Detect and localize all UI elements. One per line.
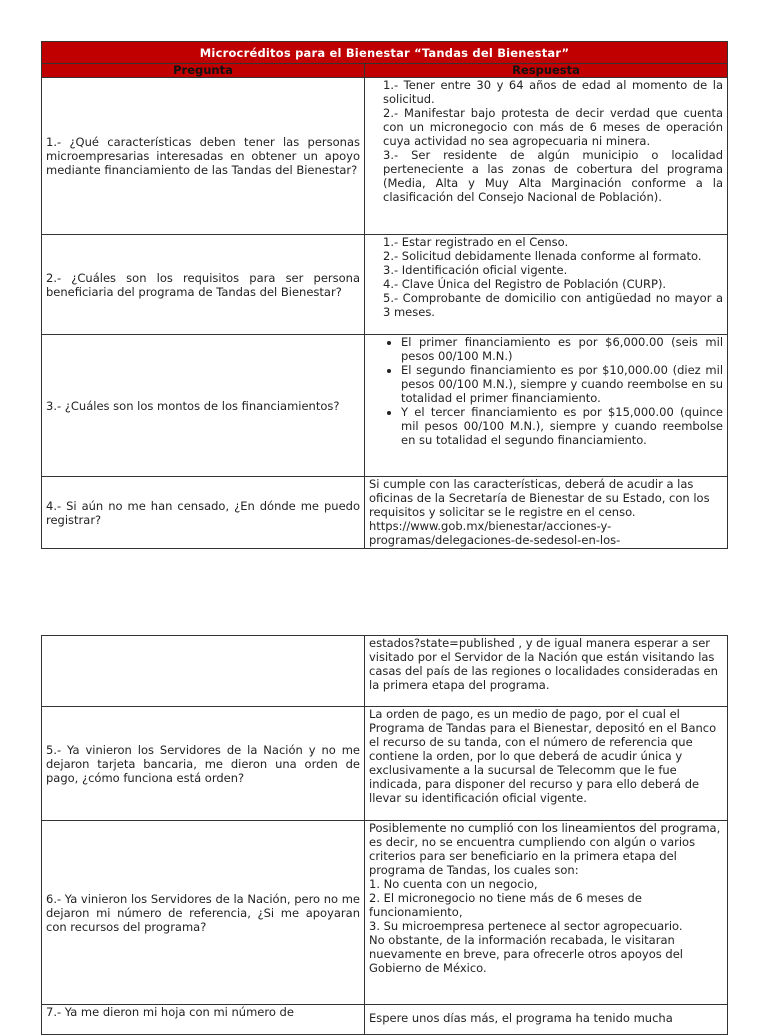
answer-1-item: 2.- Manifestar bajo protesta de decir verdad que cuenta con un micronegocio con más de 6 meses de operación cuya actividad no sea agropecuaria ni minera. [383,106,724,148]
answer-1 [365,78,728,235]
table-row [42,707,728,821]
question-2: 2.- ¿Cuáles son los requisitos para ser persona beneficiaria del programa de Tandas del Bienestar? [42,235,365,335]
answer-6-item: 3. Su microempresa pertenece al sector agropecuario. [369,919,683,933]
answer-4-part-1: Si cumple con las características, deberá de acudir a las oficinas de la Secretaría de Bienestar de su Estado, con los requisitos y solicitar se le registre en el censo. https://www.gob.mx/bienestar/acciones-y-programas/delegaciones-de-sedesol-en-los- [365,477,728,549]
table-title: Microcréditos para el Bienestar “Tandas del Bienestar” [42,42,728,64]
faq-table-page-1 [41,41,728,549]
table-row [42,335,728,477]
answer-4-part-2: estados?state=published , y de igual manera esperar a ser visitado por el Servidor de la Nación que están visitando las casas del país de las regiones o localidades consideradas en la primera etapa del programa. [365,636,728,707]
header-answer: Respuesta [365,64,728,78]
answer-6-item: 2. El micronegocio no tiene más de 6 meses de funcionamiento, [369,891,642,919]
answer-3-list [365,335,723,447]
answer-6-outro: No obstante, de la información recabada, le visitaran nuevamente en breve, para ofrecerle otros apoyos del Gobierno de México. [369,933,683,975]
answer-6-item: 1. No cuenta con un negocio, [369,877,538,891]
table-row [42,636,728,707]
question-3: 3.- ¿Cuáles son los montos de los financiamientos? [42,335,365,477]
table-row [42,78,728,235]
answer-2-item: 3.- Identificación oficial vigente. [383,263,568,277]
table-row [42,235,728,335]
faq-table-page-2 [41,635,728,1035]
question-5: 5.- Ya vinieron los Servidores de la Nación y no me dejaron tarjeta bancaria, me dieron una orden de pago, ¿cómo funciona está orden? [42,707,365,821]
header-question: Pregunta [42,64,365,78]
question-4-continued [42,636,365,707]
question-1: 1.- ¿Qué características deben tener las personas microempresarias interesadas en obtener un apoyo mediante financiamiento de las Tandas del Bienestar? [42,78,365,235]
answer-2-item: 4.- Clave Única del Registro de Población (CURP). [383,277,667,291]
question-7: 7.- Ya me dieron mi hoja con mi número de [42,1005,365,1035]
list-item: • El primer financiamiento es por $6,000.00 (seis mil pesos 00/100 M.N.) [401,335,723,363]
answer-6-intro: Posiblemente no cumplió con los lineamientos del programa, es decir, no se encuentra cumpliendo con algún o varios criterios para ser beneficiario en la primera etapa del programa de Tandas, los cuales son: [369,821,721,877]
table-row [42,1005,728,1035]
answer-2-item: 2.- Solicitud debidamente llenada conforme al formato. [383,249,702,263]
list-item: • Y el tercer financiamiento es por $15,000.00 (quince mil pesos 00/100 M.N.), siempre y cuando reembolse en su totalidad el segundo financiamiento. [401,405,723,447]
answer-5: La orden de pago, es un medio de pago, por el cual el Programa de Tandas para el Bienestar, depositó en el Banco el recurso de su tanda, con el número de referencia que contiene la orden, por lo que deberá de acudir única y exclusivamente a la sucursal de Telecomm que le fue indicada, para disponer del recurso y para ello deberá de llevar su identificación oficial vigente. [365,707,728,821]
answer-2-item: 5.- Comprobante de domicilio con antigüedad no mayor a 3 meses. [383,291,724,319]
answer-3 [365,335,728,477]
question-6: 6.- Ya vinieron los Servidores de la Nación, pero no me dejaron mi número de referencia, ¿Si me apoyaran con recursos del programa? [42,821,365,1005]
answer-2 [365,235,728,335]
table-row [42,821,728,1005]
question-4: 4.- Si aún no me han censado, ¿En dónde me puedo registrar? [42,477,365,549]
answer-6 [365,821,728,1005]
answer-1-item: 3.- Ser residente de algún municipio o localidad perteneciente a las zonas de cobertura del programa (Media, Alta y Muy Alta Marginación conforme a la clasificación del Consejo Nacional de Población). [383,148,724,204]
list-item: • El segundo financiamiento es por $10,000.00 (diez mil pesos 00/100 M.N.), siempre y cuando reembolse en su totalidad el primer financiamiento. [401,363,723,405]
answer-7: Espere unos días más, el programa ha tenido mucha [365,1005,728,1035]
answer-2-item: 1.- Estar registrado en el Censo. [383,235,569,249]
table-row [42,477,728,549]
answer-1-item: 1.- Tener entre 30 y 64 años de edad al momento de la solicitud. [383,78,724,106]
